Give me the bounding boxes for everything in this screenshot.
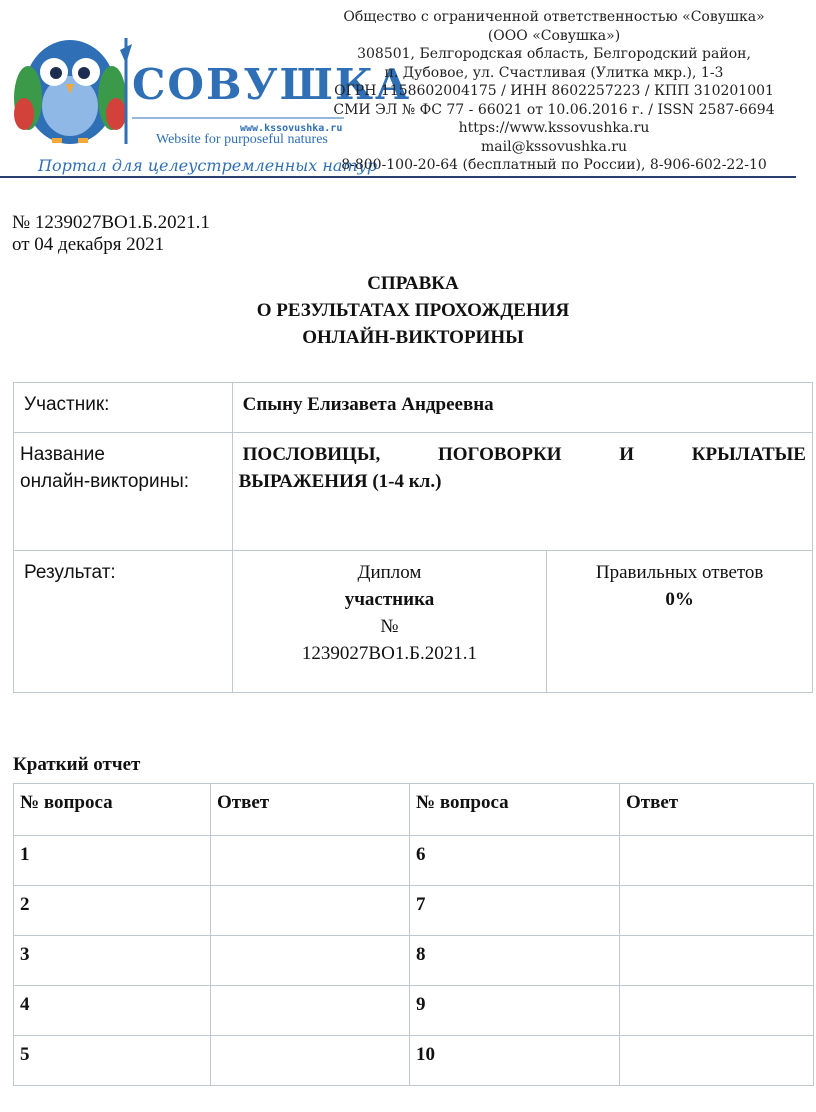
logo-tagline: Website for purposeful natures xyxy=(156,132,328,147)
header-divider xyxy=(0,176,796,178)
org-line: Общество с ограниченной ответственностью «Совушка» xyxy=(343,9,765,25)
report-title: Краткий отчет xyxy=(13,754,141,775)
org-line: СМИ ЭЛ № ФС 77 - 66021 от 10.06.2016 г. / ISSN 2587-6694 xyxy=(333,101,775,118)
participant-row xyxy=(14,383,813,433)
question-number: 5 xyxy=(14,1036,211,1086)
correct-answers-label: Правильных ответов xyxy=(595,562,764,583)
quiz-name-line: ВЫРАЖЕНИЯ (1-4 кл.) xyxy=(238,471,442,492)
answer-cell xyxy=(620,836,814,886)
header-question-number: № вопроса xyxy=(410,784,620,836)
participant-name: Спыну Елизавета Андреевна xyxy=(232,383,812,433)
diploma-number: 1239027ВО1.Б.2021.1 xyxy=(301,643,477,664)
question-number: 1 xyxy=(14,836,211,886)
result-label: Результат: xyxy=(14,551,233,693)
question-number: 10 xyxy=(410,1036,620,1086)
question-number: 4 xyxy=(14,986,211,1036)
diploma-line: Диплом xyxy=(357,562,422,583)
company-logo xyxy=(8,28,412,175)
answer-cell xyxy=(620,986,814,1036)
report-header-row xyxy=(14,784,814,836)
diploma-cell xyxy=(232,551,547,693)
table-row xyxy=(14,1036,814,1086)
quiz-word: И xyxy=(619,444,634,465)
correct-answers-value: 0% xyxy=(665,589,694,610)
question-number: 9 xyxy=(410,986,620,1036)
quiz-name-line xyxy=(239,441,806,468)
document-number-block xyxy=(12,212,210,256)
org-line: (ООО «Совушка») xyxy=(487,27,621,44)
diploma-line: № xyxy=(380,616,399,637)
answer-cell xyxy=(211,986,410,1036)
answer-cell xyxy=(211,1036,410,1086)
quiz-label-line: Название xyxy=(20,444,105,465)
quiz-label-line: онлайн-викторины: xyxy=(20,471,190,492)
quiz-word: ПОСЛОВИЦЫ, xyxy=(242,444,381,465)
organization-details xyxy=(324,8,784,175)
answer-cell xyxy=(620,1036,814,1086)
document-date: от 04 декабря 2021 xyxy=(12,234,165,255)
question-number: 3 xyxy=(14,936,211,986)
org-line: 308501, Белгородская область, Белгородский район, xyxy=(357,46,751,62)
quiz-name xyxy=(232,433,812,551)
question-number: 7 xyxy=(410,886,620,936)
quiz-word: КРЫЛАТЫЕ xyxy=(691,444,806,465)
info-table xyxy=(13,382,813,693)
table-row xyxy=(14,886,814,936)
document-number: № 1239027ВО1.Б.2021.1 xyxy=(12,212,210,233)
logo-brand-text: СОВУШКА xyxy=(132,60,412,109)
org-line: п. Дубовое, ул. Счастливая (Улитка мкр.), 1-3 xyxy=(384,64,724,81)
table-row xyxy=(14,986,814,1036)
org-line: ОГРН 1158602004175 / ИНН 8602257223 / КПП 310201001 xyxy=(334,83,774,99)
table-row xyxy=(14,836,814,886)
header-answer: Ответ xyxy=(620,784,814,836)
org-email-link[interactable]: mail@kssovushka.ru xyxy=(481,138,627,155)
answer-cell xyxy=(211,836,410,886)
quiz-label xyxy=(14,433,233,551)
header-answer: Ответ xyxy=(211,784,410,836)
answer-cell xyxy=(211,936,410,986)
quiz-row xyxy=(14,433,813,551)
diploma-type: участника xyxy=(344,589,435,610)
question-number: 8 xyxy=(410,936,620,986)
header-question-number: № вопроса xyxy=(14,784,211,836)
logo-site-text: www.kssovushka.ru xyxy=(240,123,343,134)
title-line: ОНЛАЙН-ВИКТОРИНЫ xyxy=(302,327,524,348)
report-table xyxy=(13,783,814,1086)
answer-cell xyxy=(620,886,814,936)
org-line: 8-800-100-20-64 (бесплатный по России), 8-906-602-22-10 xyxy=(341,157,767,173)
org-website-link[interactable]: https://www.kssovushka.ru xyxy=(458,120,650,136)
question-number: 2 xyxy=(14,886,211,936)
quiz-word: ПОГОВОРКИ xyxy=(437,444,562,465)
question-number: 6 xyxy=(410,836,620,886)
document-title xyxy=(0,270,816,351)
answer-cell xyxy=(620,936,814,986)
logo-slogan: Портал для целеустремленных натур xyxy=(38,156,378,175)
table-row xyxy=(14,936,814,986)
participant-label: Участник: xyxy=(14,383,233,433)
correct-answers-cell xyxy=(547,551,813,693)
answer-cell xyxy=(211,886,410,936)
result-row xyxy=(14,551,813,693)
title-line: О РЕЗУЛЬТАТАХ ПРОХОЖДЕНИЯ xyxy=(256,300,570,321)
title-line: СПРАВКА xyxy=(367,273,459,294)
